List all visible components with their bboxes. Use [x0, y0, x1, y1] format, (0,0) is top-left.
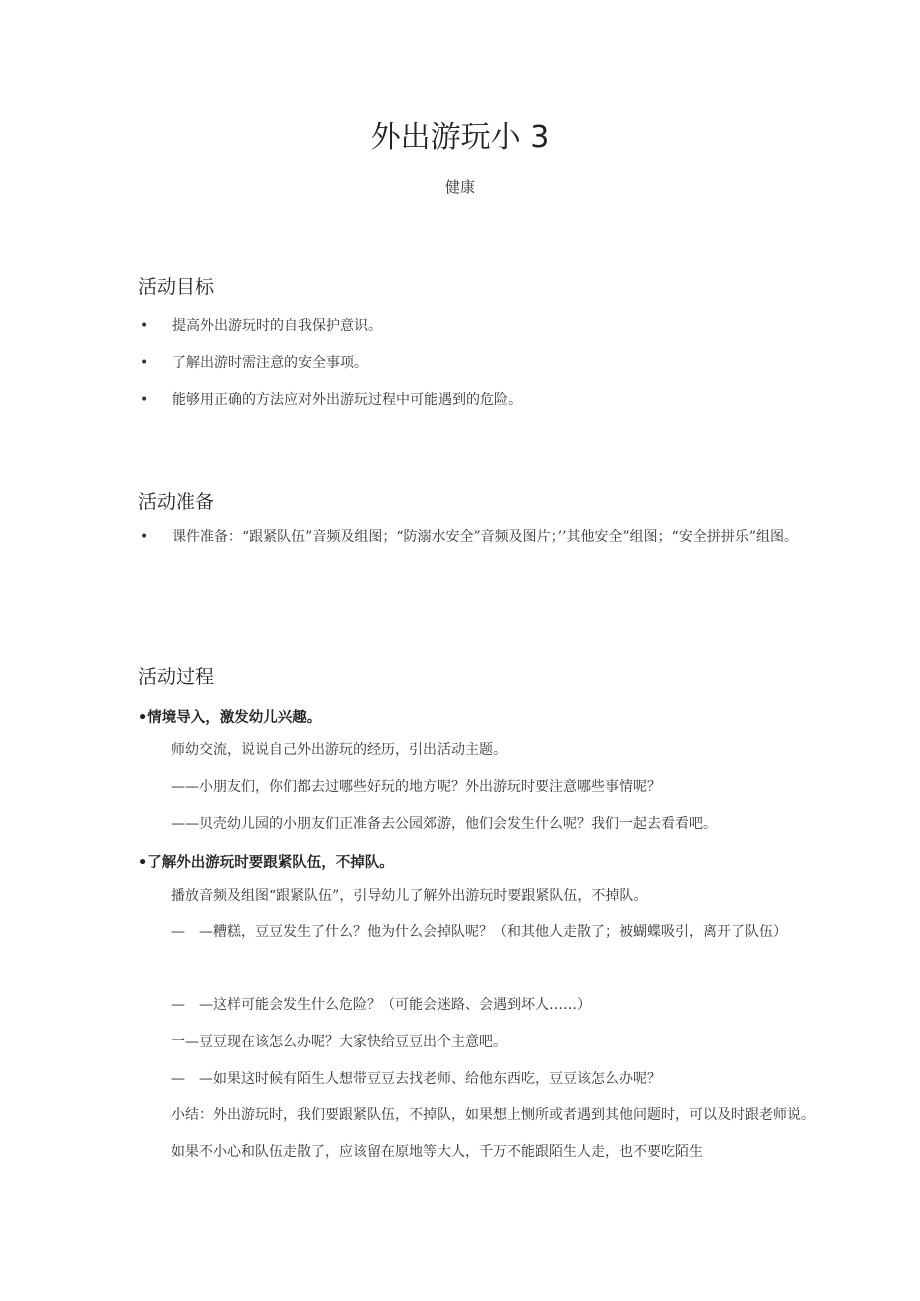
step1-line: 师幼交流，说说自己外出游玩的经历，引出活动主题。 — [171, 742, 507, 758]
step2-line: 播放音频及组图“跟紧队伍”，引导幼儿了解外出游玩时要跟紧队伍，不掉队。 — [171, 888, 648, 904]
step-title-2: •了解外出游玩时要跟紧队伍，不掉队。 — [138, 855, 394, 871]
step2-summary: 小结：外出游玩时，我们要跟紧队伍，不掉队，如果想上恻所或者遇到其他问题时，可以及时跟老师说。如果不小心和队伍走散了，应该留在原地等大人，千万不能跟陌生人走，也不要吃陌生 — [171, 1107, 815, 1160]
step2-line: — —糟糕，豆豆发生了什么？他为什么会掉队呢？（和其他人走散了；被蝴蝶吸引，离开了队伍） — [171, 924, 787, 940]
step-title-1: •情境导入，激发幼儿兴趣。 — [138, 710, 322, 726]
page-title: 外出游玩小 3 — [370, 120, 550, 155]
bullet-icon: • — [140, 355, 149, 371]
section-heading-prep: 活动准备 — [138, 491, 215, 513]
bullet-icon: • — [140, 529, 149, 545]
step1-line: ——小朋友们，你们都去过哪些好玩的地方呢？外出游玩时要注意哪些事情呢？ — [171, 779, 661, 795]
step2-line: — —这样可能会发生什么危险？（可能会迷路、会遇到坏人……） — [171, 997, 591, 1013]
goal-item: • 了解出游时需注意的安全事项。 — [138, 345, 828, 382]
section-heading-goals: 活动目标 — [138, 276, 215, 298]
goal-item: • 能够用正确的方法应对外出游玩过程中可能遇到的危险。 — [138, 382, 828, 419]
step2-line: — —如果这时候有陌生人想带豆豆去找老师、给他东西吃，豆豆该怎么办呢？ — [171, 1071, 661, 1087]
step2-line: 一—豆豆现在该怎么办呢？大家快给豆豆出个主意吧。 — [171, 1034, 507, 1050]
prep-item: • 课件准备：“跟紧队伍”音频及组图；“防溺水安全”音频及图片；’’其他安全”组图；“安全拼拼乐”组图。 — [138, 519, 828, 556]
bullet-icon: • — [140, 392, 149, 408]
step1-line: ——贝壳幼儿园的小朋友们正准备去公园郊游，他们会发生什么呢？我们一起去看看吧。 — [171, 816, 717, 832]
page-subtitle: 健康 — [444, 178, 475, 196]
bullet-icon: • — [140, 318, 149, 334]
section-heading-process: 活动过程 — [138, 666, 215, 688]
goal-item: • 提高外出游玩时的自我保护意识。 — [138, 308, 828, 345]
